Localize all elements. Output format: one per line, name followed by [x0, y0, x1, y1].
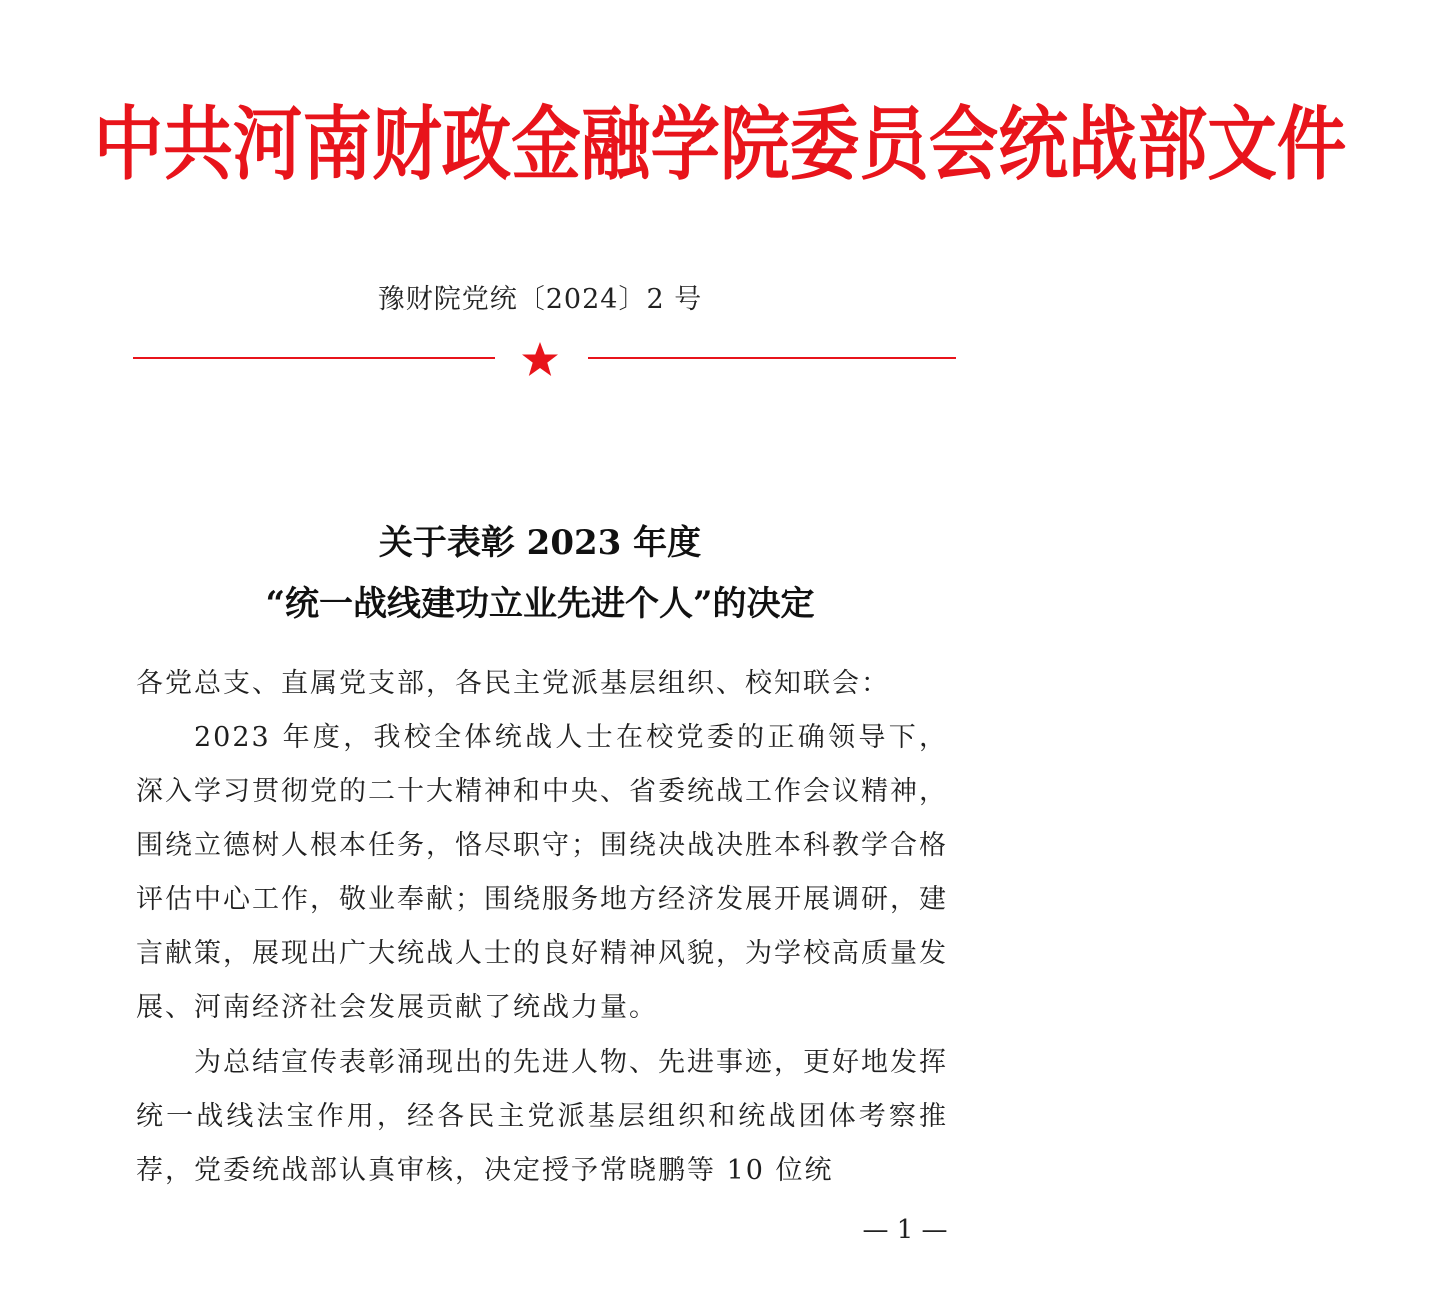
decision-title-line2: “统一战线建功立业先进个人”的决定 — [265, 584, 815, 624]
decision-title-line1: 关于表彰 2023 年度 — [378, 523, 702, 563]
red-divider-right — [588, 357, 956, 359]
page-number: — 1 — — [862, 1215, 948, 1245]
body-paragraph-1: 2023 年度，我校全体统战人士在校党委的正确领导下，深入学习贯彻党的二十大精神和中央、省委统战工作会议精神，围绕立德树人根本任务，恪尽职守；围绕决战决胜本科教学合格评估中心工作，敬业奉献；围绕服务地方经济发展开展调研，建言献策，展现出广大统战人士的良好精神风貌，为学校高质量发展、河南经济社会发展贡献了统战力量。 — [136, 722, 948, 1023]
document-number: 豫财院党统〔2024〕2 号 — [377, 284, 703, 315]
body-paragraph-2: 为总结宣传表彰涌现出的先进人物、先进事迹，更好地发挥统一战线法宝作用，经各民主党派基层组织和统战团体考察推荐，党委统战部认真审核，决定授予常晓鹏等 10 位统 — [136, 1047, 948, 1186]
red-divider-left — [133, 357, 495, 359]
star-icon — [520, 341, 560, 379]
document-header-title: 中共河南财政金融学院委员会统战部文件 — [93, 98, 1347, 191]
salutation: 各党总支、直属党支部，各民主党派基层组织、校知联会： — [136, 668, 890, 699]
